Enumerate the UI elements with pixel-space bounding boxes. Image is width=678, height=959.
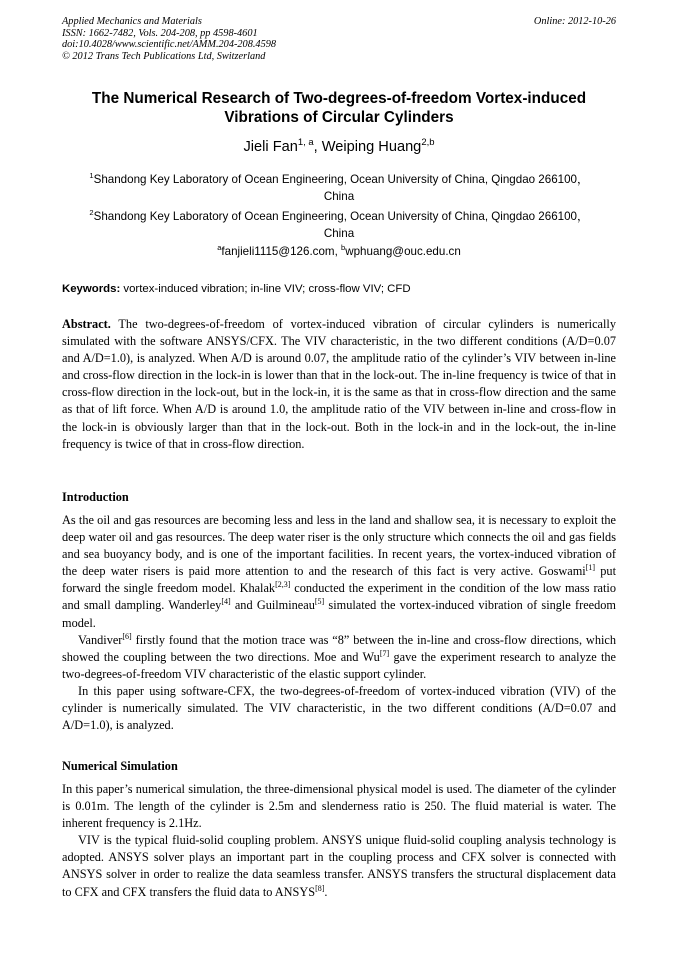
- abstract-label: Abstract.: [62, 317, 111, 331]
- ref-4: [4]: [221, 597, 231, 607]
- journal-name: Applied Mechanics and Materials: [62, 16, 202, 27]
- intro-p2-text-a: Vandiver: [78, 632, 123, 647]
- author-separator: ,: [313, 139, 322, 155]
- paper-title: [62, 89, 616, 127]
- ref-7: [7]: [379, 648, 390, 658]
- keywords-label: Keywords:: [62, 283, 121, 295]
- intro-p1-text-a: As the oil and gas resources are becoming less and less in the land and shallow sea, it is necessary to exploit the deep water oil and gas resources. The deep water riser is the only structure which connects the oil and gas fields and sea buoyancy body, and is one of the important facilities. In recent years, the vortex-induced vibration of the deep water risers is paid more attention to and the research of this fact is very active. Goswami: [62, 513, 616, 579]
- title-line-2: Vibrations of Circular Cylinders: [224, 109, 454, 126]
- author-list: [62, 139, 616, 155]
- online-date: Online: 2012-10-26: [533, 16, 616, 27]
- intro-p1-text-c: conducted the experiment in the condition of the low mass ratio and small dampling. Wanderley: [62, 581, 617, 613]
- affiliation-2: [62, 208, 616, 242]
- intro-p1-text-e: simulated the vortex-induced vibration of single freedom model.: [62, 598, 616, 630]
- intro-p1-text-d: and Guilmineau: [230, 598, 315, 613]
- author-2-affil: 2,b: [421, 137, 435, 149]
- keywords: [62, 283, 616, 295]
- affiliation-1-country: China: [323, 190, 355, 203]
- keywords-text: vortex-induced vibration; in-line VIV; cross-flow VIV; CFD: [120, 283, 411, 295]
- abstract-text: The two-degrees-of-freedom of vortex-induced vibration of circular cylinders is numerically simulated with the software ANSYS/CFX. The VIV characteristic, in the two different conditions (A/D=0.07 and A/D=1.0), is analyzed. When A/D is around 0.07, the amplitude ratio of the cylinder’s VIV between in-line and cross-flow direction in the lock-in is lower than that in the lock-out. The in-line frequency is twice of that in cross-flow direction in the lock-out, but in the lock-in, it is the same as that in cross-flow direction and the same as that of lift force. When A/D is around 1.0, the amplitude ratio of the VIV between in-line and cross-flow in the lock-in is obviously larger than that in the lock-out. Both in the lock-in and in the lock-out, the in-line frequency is twice of that in cross-flow direction.: [62, 317, 616, 451]
- ref-8: [8]: [315, 883, 325, 893]
- intro-paragraph-2: [62, 632, 616, 683]
- introduction-body: [62, 512, 616, 734]
- copyright-line: © 2012 Trans Tech Publications Ltd, Switzerland: [62, 50, 266, 62]
- intro-paragraph-3: In this paper using software-CFX, the two-degrees-of-freedom of vortex-induced vibration (VIV) of the cylinder is numerically simulated. The VIV characteristic, in the two different conditions (A/D=0.07 and A/D=1.0), is analyzed.: [62, 683, 616, 733]
- introduction-heading: Introduction: [62, 490, 129, 504]
- author-emails: [62, 245, 616, 258]
- email-a-marker: a: [217, 243, 222, 253]
- num-p2-text-a: VIV is the typical fluid-solid coupling problem. ANSYS unique fluid-solid coupling analysis technology is adopted. ANSYS solver plays an important part in the coupling process and CFX solver is connected with ANSYS solver in order to realize the data seamless transfer. ANSYS transfers the structural displacement data to CFX and CFX transfers the fluid data to ANSYS: [62, 833, 616, 899]
- affiliation-1-number: 1: [89, 171, 94, 181]
- email-b: wphuang@ouc.edu.cn: [345, 245, 461, 258]
- affiliation-2-text: Shandong Key Laboratory of Ocean Engineering, Ocean University of China, Qingdao 266100，: [93, 210, 589, 223]
- ref-2-3: [2,3]: [275, 580, 291, 590]
- author-1: Jieli Fan: [243, 139, 298, 155]
- num-p2-text-b: .: [324, 884, 328, 899]
- numerical-paragraph-2: [62, 832, 616, 900]
- title-line-1: The Numerical Research of Two-degrees-of-freedom Vortex-induced: [91, 90, 587, 107]
- intro-paragraph-1: [62, 512, 616, 632]
- issn-line: ISSN: 1662-7482, Vols. 204-208, pp 4598-4601: [62, 27, 258, 39]
- numerical-paragraph-1: In this paper’s numerical simulation, the three-dimensional physical model is used. The diameter of the cylinder is 0.01m. The length of the cylinder is 2.5m and slenderness ratio is 250. The fluid material is water. The inherent frequency is 2.1Hz.: [62, 782, 616, 831]
- numerical-simulation-heading: Numerical Simulation: [62, 759, 178, 773]
- affiliation-1: [62, 171, 616, 205]
- intro-p1-text-b: put forward the single freedom model. Khalak: [62, 564, 616, 596]
- ref-1: [1]: [585, 563, 596, 573]
- intro-p2-text-b: firstly found that the motion trace was “8” between the in-line and cross-flow directions, which showed the coupling between the two directions. Moe and Wu: [62, 632, 616, 664]
- ref-5: [5]: [314, 597, 325, 607]
- intro-p2-text-c: gave the experiment research to analyze the two-degrees-of-freedom VIV characteristic of the elastic support cylinder.: [62, 649, 616, 681]
- numerical-simulation-body: [62, 781, 616, 901]
- affiliation-1-text: Shandong Key Laboratory of Ocean Engineering, Ocean University of China, Qingdao 266100，: [93, 173, 589, 186]
- email-a: fanjieli1115@126.com,: [221, 245, 342, 258]
- author-1-affil: 1, a: [297, 137, 314, 149]
- ref-6: [6]: [122, 631, 132, 641]
- email-b-marker: b: [341, 243, 346, 253]
- affiliation-2-country: China: [323, 227, 355, 240]
- abstract: [62, 316, 616, 453]
- affiliation-2-number: 2: [89, 208, 94, 218]
- page-header: [62, 16, 616, 62]
- author-2: Weiping Huang: [321, 139, 422, 155]
- doi-line: doi:10.4028/www.scientific.net/AMM.204-208.4598: [62, 39, 277, 51]
